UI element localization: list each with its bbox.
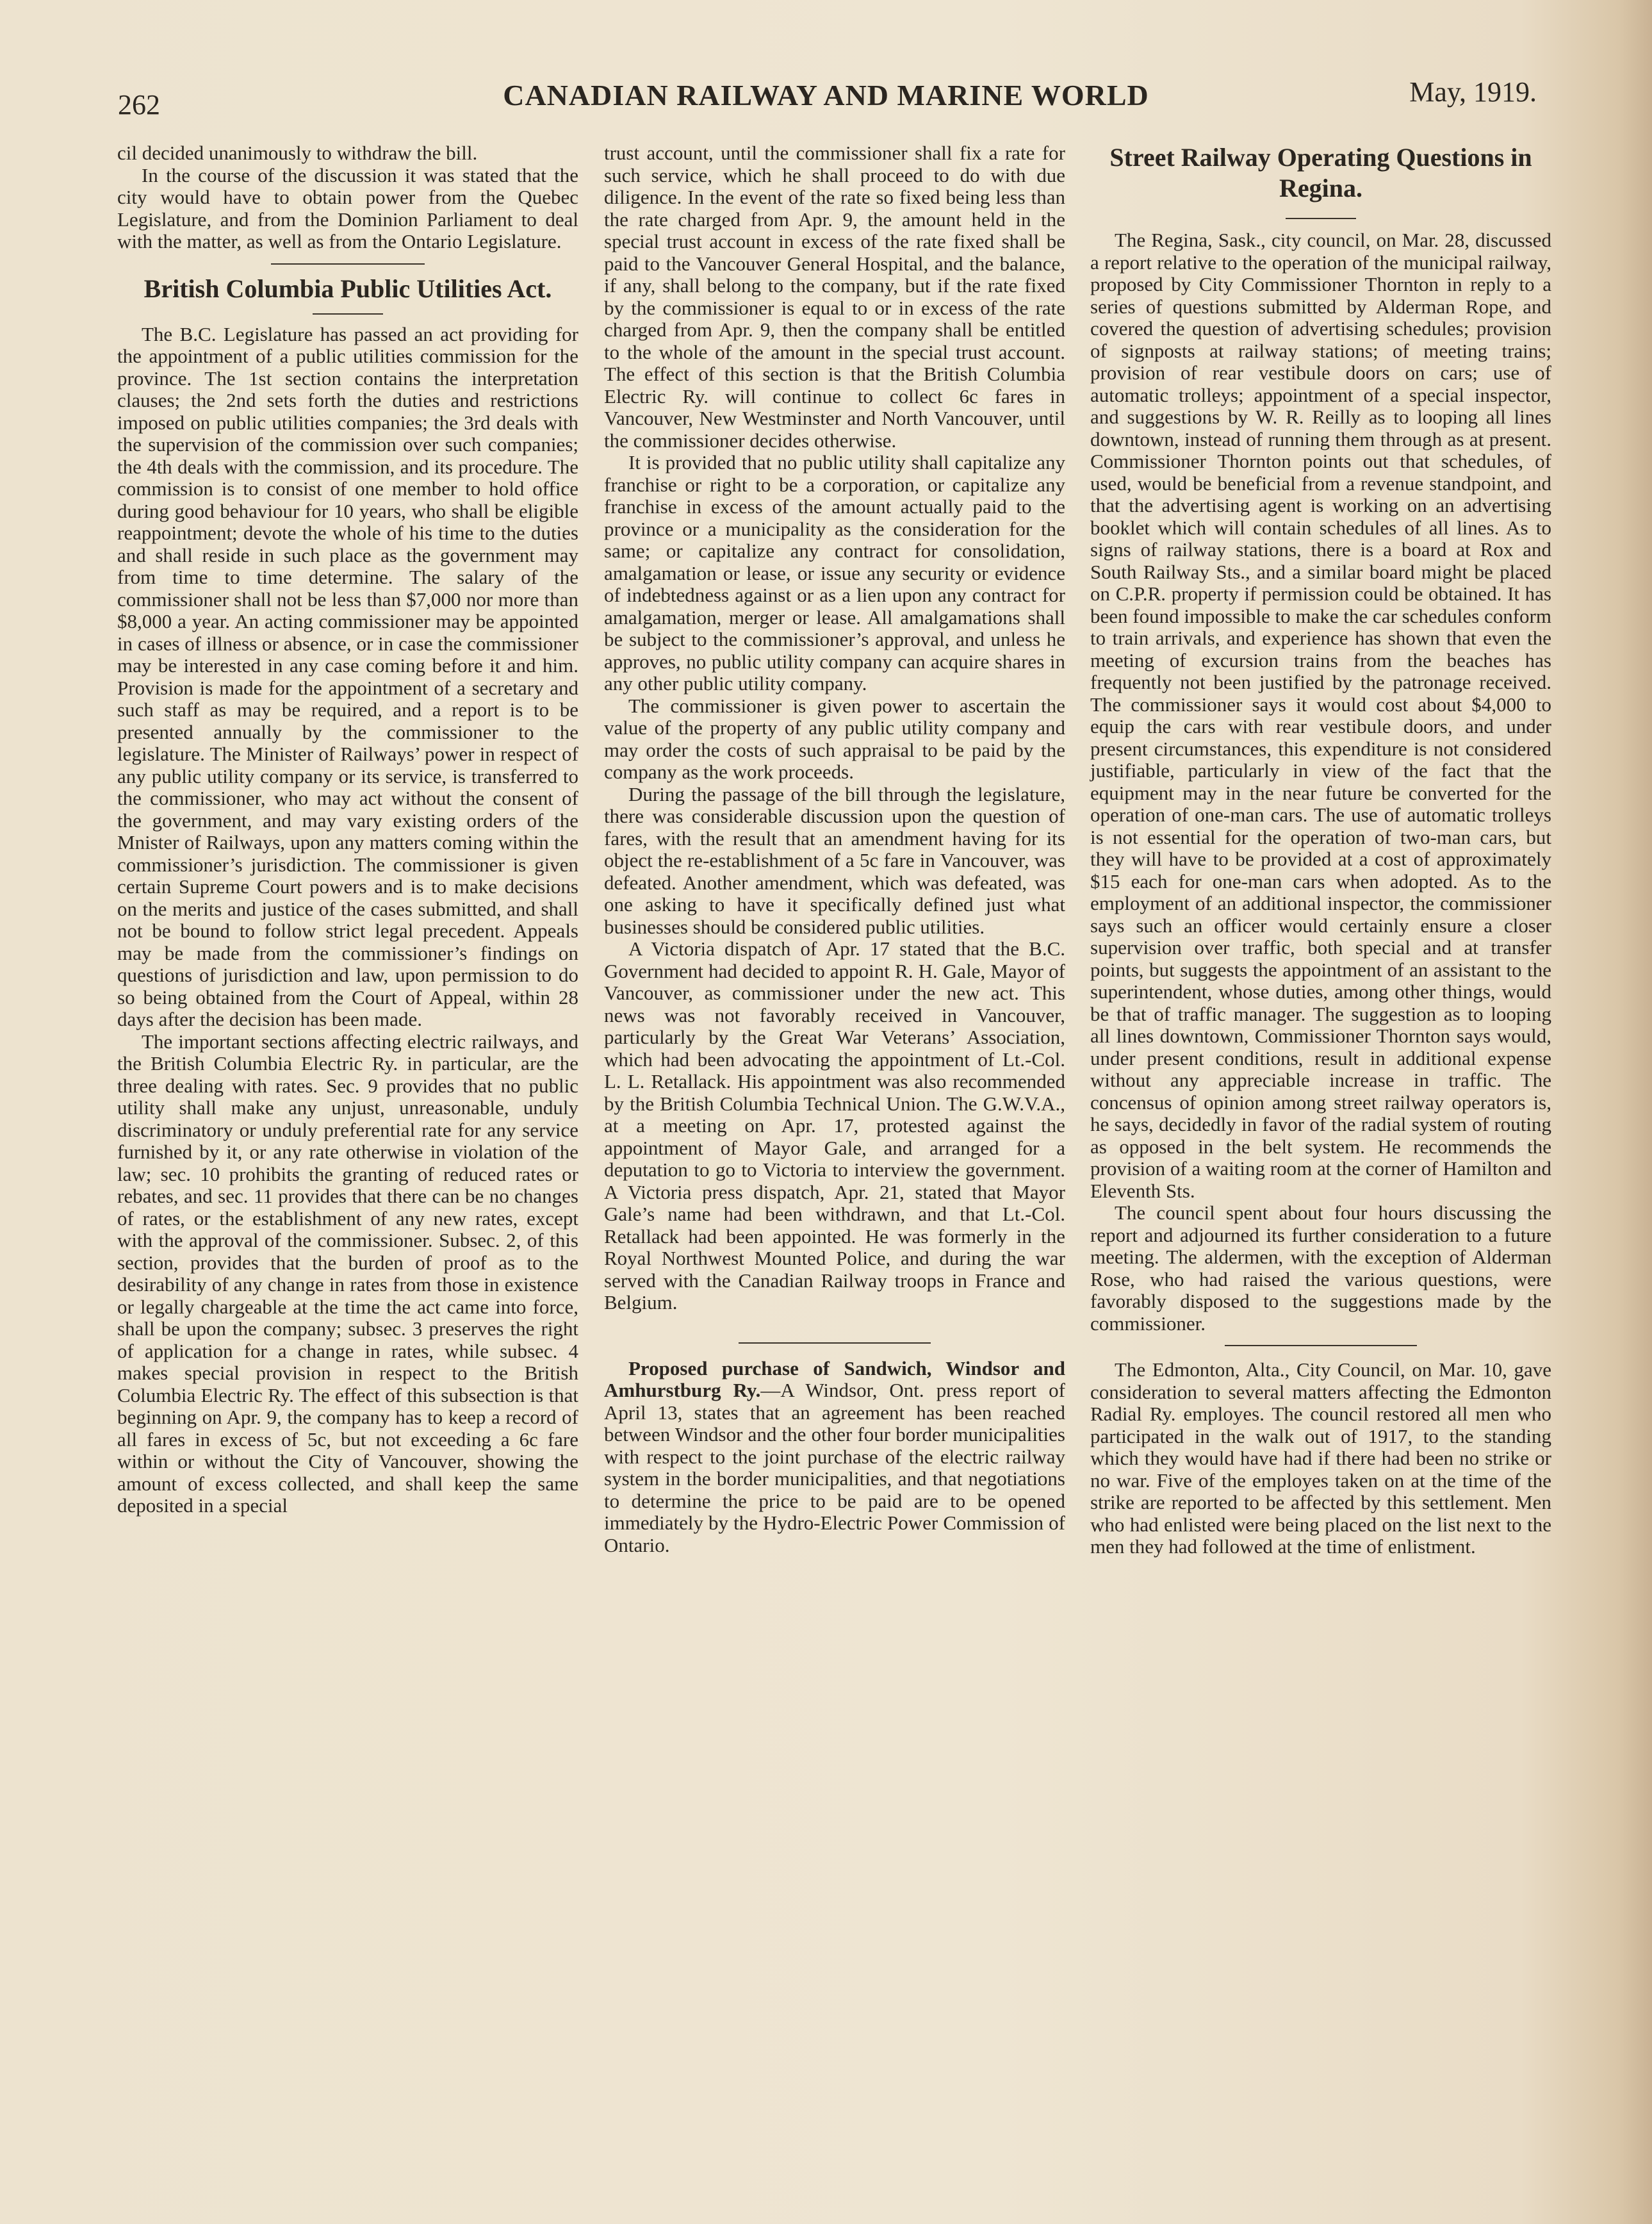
paragraph: The council spent about four hours discussing the report and adjourned its further consideration to a future meeting. The aldermen, with the exception of Alderman Rose, who had raised the various questions, were favorably disposed to the suggestions made by the commissioner.: [1090, 1201, 1551, 1335]
article-heading-regina: Street Railway Operating Questions in Regina.: [1109, 143, 1532, 202]
paragraph-sandwich-windsor: [604, 1358, 1065, 1557]
page-header: [115, 70, 1537, 122]
column-1: [117, 142, 578, 1517]
paragraph: It is provided that no public utility shall capitalize any franchise or right to be a corporation, or capitalize any franchise in excess of the amount actually paid to the province or a municipality as the consideration for the same; or capitalize any contract for consolidation, amalgamation or lease, or issue any security or evidence of indebtedness against or as a lien upon any contract for amalgamation, merger or lease. All amalgamations shall be subject to the commissioner’s approval, and unless he approves, no public utility company can acquire shares in any other public utility company.: [604, 451, 1065, 695]
paragraph: During the passage of the bill through the legislature, there was considerable discussion upon the question of fares, with the result that an amendment having for its object the re-establishment of a 5c fare in Vancouver, was defeated. Another amendment, which was defeated, was one asking to have it specifically defined just what businesses should be considered public utilities.: [604, 782, 1065, 938]
paragraph: In the course of the discussion it was stated that the city would have to obtain power from the Quebec Legislature, and from the Dominion Parliament to deal with the matter, as well as from the Ontario Legislature.: [117, 163, 578, 252]
article-heading-bc-utilities: British Columbia Public Utilities Act.: [143, 274, 552, 303]
paragraph: The important sections affecting electric railways, and the British Columbia Electric Ry. in particular, are the three dealing with rates. Sec. 9 provides that no public utility shall make any unjust, unreasonable, unduly discriminatory or unduly preferential rate for any service furnished by it, or any rate otherwise in violation of the law; sec. 10 prohibits the granting of reduced rates or rebates, and sec. 11 provides that there can be no changes of rates, or the establishment of any new rates, except with the approval of the commissioner. Subsec. 2, of this section, provides that the burden of proof as to the desirability of any change in rates from those in existence or legally chargeable at the time the act came into force, shall be upon the company; subsec. 3 preserves the right of application for a change in rates, while subsec. 4 makes special provision in respect to the British Columbia Electric Ry. The effect of this subsection is that beginning on Apr. 9, the company has to keep a record of all fares in excess of 5c, but not exceeding a 6c fare within or without the City of Vancouver, showing the amount of excess collected, and shall keep the same deposited in a special: [117, 1030, 578, 1517]
paragraph-body: —A Windsor, Ont. press report of April 13, states that an agreement has been reached between Windsor and the other four border municipalities with respect to the joint purchase of the electric railway system in the border municipalities, and that negotiations to determine the price to be paid are to be opened immediately by the Hydro-Electric Power Commission of Ontario.: [604, 1379, 1065, 1556]
column-3: [1090, 142, 1551, 1558]
page-number: 262: [118, 89, 160, 120]
paragraph: The Edmonton, Alta., City Council, on Mar. 10, gave consideration to several matters affecting the Edmonton Radial Ry. employes. The council restored all men who participated in the walk out of 1917, to the standing which they would have had if there had been no strike or no war. Five of the employes taken on at the time of the strike are reported to be affected by this settlement. Men who had enlisted were being placed on the list next to the men they had followed at the time of enlistment.: [1090, 1358, 1551, 1558]
paragraph: The commissioner is given power to ascertain the value of the property of any public utility company and may order the costs of such appraisal to be paid by the company as the work proceeds.: [604, 694, 1065, 783]
column-2: [604, 142, 1065, 1556]
paragraph: A Victoria dispatch of Apr. 17 stated that the B.C. Government had decided to appoint R. H. Gale, Mayor of Vancouver, as commissioner under the new act. This news was not favorably received in Vancouver, particularly by the Great War Veterans’ Association, which had been advocating the appointment of Lt.-Col. L. L. Retallack. His appointment was also recommended by the British Columbia Technical Union. The G.W.V.A., at a meeting on Apr. 17, protested against the appointment of Mayor Gale, and arranged for a deputation to go to Victoria to interview the government. A Victoria press dispatch, Apr. 21, stated that Mayor Gale’s name had been withdrawn, and that Lt.-Col. Retallack had been appointed. He was formerly in the Royal Northwest Mounted Police, and during the war served with the Canadian Railway troops in France and Belgium.: [604, 937, 1065, 1314]
issue-date: May, 1919.: [1409, 76, 1537, 108]
paragraph: trust account, until the commissioner shall fix a rate for such service, which he shall proceed to do with due diligence. In the event of the rate so fixed being less than the rate charged from Apr. 9, the amount held in the special trust account in excess of the rate fixed shall be paid to the Vancouver General Hospital, and the balance, if any, shall belong to the company, but if the rate fixed by the commissioner is equal to or in excess of the rate charged from Apr. 9, then the company shall be entitled to the whole of the amount in the special trust account. The effect of this section is that the British Columbia Electric Ry. will continue to collect 6c fares in Vancouver, New Westminster and North Vancouver, until the commissioner decides otherwise.: [604, 142, 1065, 452]
paragraph-lead: Proposed purchase of Sandwich, Windsor and Amhurstburg Ry.: [604, 1356, 1065, 1401]
journal-title: CANADIAN RAILWAY AND MARINE WORLD: [503, 79, 1149, 111]
paragraph: cil decided unanimously to withdraw the bill.: [117, 142, 478, 164]
paragraph: The Regina, Sask., city council, on Mar. 28, discussed a report relative to the operation of the municipal railway, proposed by City Commissioner Thornton in reply to a series of questions submitted by Alderman Rope, and covered the question of advertising schedules; provision of signposts at railway stations; of meeting trains; provision of rear vestibule doors on cars; use of automatic trolleys; appointment of a special inspector, and suggestions by W. R. Reilly as to looping all lines downtown, instead of running them through as at present. Commissioner Thornton points out that schedules, of used, would be beneficial from a revenue standpoint, and that the advertising agent is working on an advertising booklet which will contain schedules of all lines. As to signs of railway stations, there is a board at Rox and South Railway Sts., and a similar board might be placed on C.P.R. property if permission could be obtained. It has been found impossible to make the car schedules conform to train arrivals, and experience has shown that even the meeting of excursion trains from the beaches has frequently not been justified by the patronage received. The commissioner says it would cost about $4,000 to equip the cars with rear vestibule doors, and under present circumstances, this expenditure is not considered justifiable, particularly in view of the fact that the equipment may in the near future be converted for the operation of one-man cars. The use of automatic trolleys is not essential for the operation of two-man cars, but they will have to be provided at a cost of approximately $15 each for one-man cars when adopted. As to the employment of an additional inspector, the commissioner says such an officer would certainly ensure a closer supervision over traffic, both special and at transfer points, but suggests the appointment of an assistant to the superintendent, whose duties, among other things, would be that of traffic manager. The suggestion as to looping all lines downtown, Commissioner Thornton says would, under present conditions, result in additional expense without any appreciable increase in traffic. The concensus of opinion among street railway operators is, he says, decidedly in favor of the radial system of routing as opposed in the belt system. He recommends the provision of a waiting room at the corner of Hamilton and Eleventh Sts.: [1090, 229, 1551, 1202]
paragraph: The B.C. Legislature has passed an act providing for the appointment of a public utilities commission for the province. The 1st section contains the interpretation clauses; the 2nd sets forth the duties and restrictions imposed on public utilities companies; the 3rd deals with the supervision of the commission over such companies; the 4th deals with the commission, and its procedure. The commission is to consist of one member to hold office during good behaviour for 10 years, who shall be eligible reappointment; devote the whole of his time to the duties and shall reside in such place as the government may from time to time determine. The salary of the commissioner shall not be less than $7,000 nor more than $8,000 a year. An acting commissioner may be appointed in cases of illness or absence, or in case the commissioner may be interested in any case coming before it and him. Provision is made for the appointment of a secretary and such staff as may be required, and a report is to be presented annually by the commissioner to the legislature. The Minister of Railways’ power in respect of any public utility company or its service, is transferred to the commissioner, who may act without the consent of the government, and may vary existing orders of the Mnister of Railways, upon any matters coming within the commissioner’s jurisdiction. The commissioner is given certain Supreme Court powers and is to make decisions on the merits and justice of the cases submitted, and shall not be bound to follow strict legal precedent. Appeals may be made from the commissioner’s findings on questions of jurisdiction and law, upon permission to do so being obtained from the Court of Appeal, within 28 days after the decision has been made.: [117, 322, 578, 1030]
